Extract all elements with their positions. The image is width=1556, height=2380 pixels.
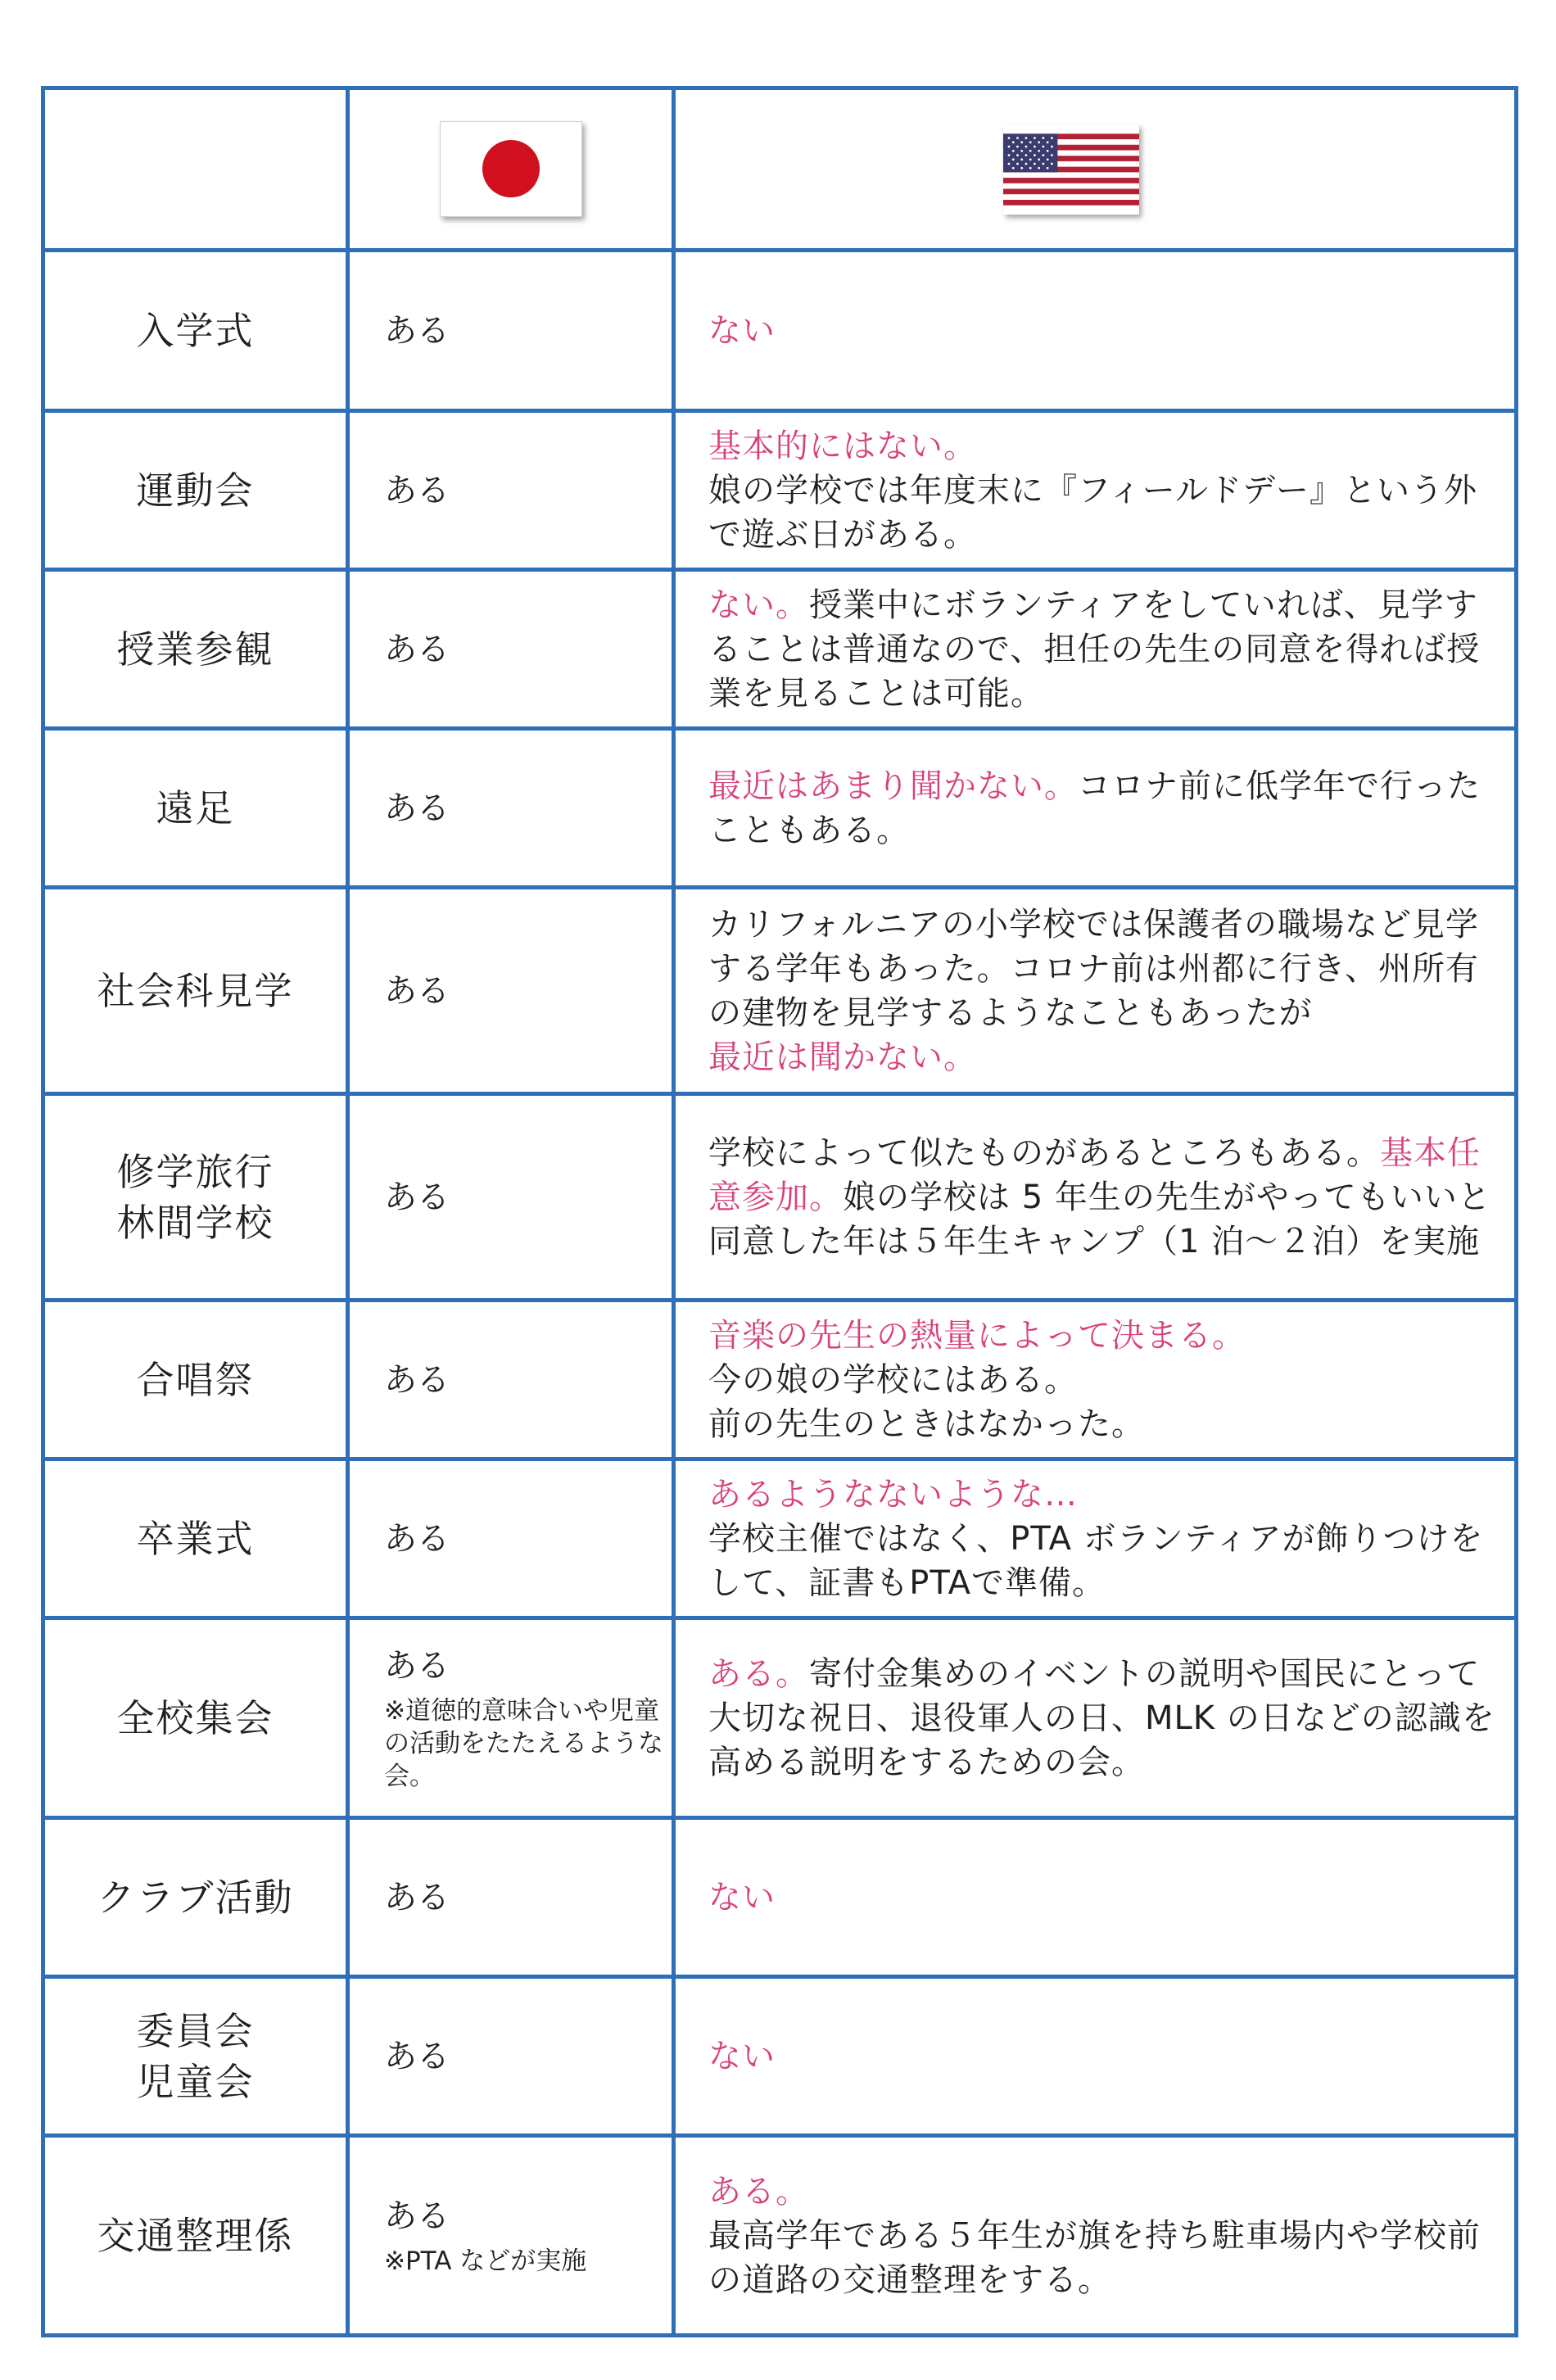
usa-text: コロナ前に低学年で行ったこともある。 [708, 767, 1481, 849]
event-name: 社会科見学 [43, 888, 348, 1094]
japan-header-cell [348, 88, 674, 251]
usa-cell [674, 1301, 1517, 1459]
usa-highlight: 基本任意参加。 [708, 1133, 1481, 1216]
usa-highlight: ある。 [708, 1654, 809, 1693]
table-row [43, 570, 1517, 729]
usa-text: 授業中にボランティアをしていれば、見学することは普通なので、担任の先生の同意を得れば授業を見ることは可能。 [708, 586, 1481, 713]
event-name: 交通整理係 [43, 2136, 348, 2336]
japan-value: ある [384, 2197, 450, 2235]
event-name: 運動会 [43, 411, 348, 570]
event-name: 全校集会 [43, 1618, 348, 1818]
japan-cell: ある [348, 1094, 674, 1301]
usa-cell [674, 1459, 1517, 1618]
table-row [43, 1618, 1517, 1818]
usa-text: 学校によって似たものがあるところもある。 [708, 1133, 1380, 1172]
usa-highlight: 基本的にはない。 [708, 427, 977, 465]
usa-text: 娘の学校では年度末に『フィールドデー』という外で遊ぶ日がある。 [708, 471, 1477, 554]
usa-cell [674, 729, 1517, 888]
japan-cell: ある [348, 411, 674, 570]
usa-highlight: ある。 [708, 2172, 809, 2210]
japan-cell: ある [348, 1301, 674, 1459]
table-row [43, 411, 1517, 570]
header-row [43, 88, 1517, 251]
event-name-line2: 児童会 [136, 2059, 255, 2104]
japan-cell: ある [348, 1459, 674, 1618]
japan-cell [348, 2136, 674, 2336]
table-row [43, 729, 1517, 888]
japan-cell: ある [348, 1977, 674, 2136]
usa-text: カリフォルニアの小学校では保護者の職場など見学する学年もあった。コロナ前は州都に行き、州所有の建物を見学するようなこともあったが [708, 905, 1479, 1032]
japan-note: ※道徳的意味合いや児童の活動をたたえるような会。 [384, 1695, 663, 1791]
table-row [43, 1977, 1517, 2136]
usa-cell [674, 251, 1517, 411]
usa-cell [674, 570, 1517, 729]
usa-text-2: 娘の学校は 5 年生の先生がやってもいいと同意した年は５年生キャンプ（1 泊〜２泊）を実施 [708, 1178, 1491, 1260]
event-name [43, 1977, 348, 2136]
japan-note: ※PTA などが実施 [384, 2246, 587, 2276]
usa-highlight: ない [708, 311, 776, 350]
event-name-line1: 委員会 [136, 2008, 255, 2053]
usa-cell [674, 1818, 1517, 1977]
usa-highlight: ない。 [708, 586, 809, 624]
usa-cell [674, 1094, 1517, 1301]
event-name: 遠足 [43, 729, 348, 888]
event-name: 入学式 [43, 251, 348, 411]
usa-highlight: ない [708, 1878, 776, 1916]
event-name: 合唱祭 [43, 1301, 348, 1459]
event-name: 卒業式 [43, 1459, 348, 1618]
table-row [43, 1301, 1517, 1459]
event-name-line2: 林間学校 [116, 1200, 274, 1245]
comparison-table [41, 86, 1518, 2337]
table-row [43, 1094, 1517, 1301]
usa-text: 寄付金集めのイベントの説明や国民にとって大切な祝日、退役軍人の日、MLK の日などの認識を高める説明をするための会。 [708, 1654, 1495, 1781]
usa-cell [674, 1618, 1517, 1818]
event-name: クラブ活動 [43, 1818, 348, 1977]
japan-cell: ある [348, 570, 674, 729]
japan-cell: ある [348, 888, 674, 1094]
usa-text-2: 前の先生のときはなかった。 [708, 1405, 1145, 1443]
usa-text: 最高学年である５年生が旗を持ち駐車場内や学校前の道路の交通整理をする。 [708, 2216, 1481, 2299]
event-name [43, 1094, 348, 1301]
usa-text: 学校主催ではなく、PTA ボランティアが飾りつけをして、証書もPTAで準備。 [708, 1519, 1484, 1602]
table-row [43, 251, 1517, 411]
usa-highlight: 最近はあまり聞かない。 [708, 767, 1078, 805]
table-row [43, 1459, 1517, 1618]
event-name-line1: 修学旅行 [116, 1149, 274, 1194]
usa-cell [674, 1977, 1517, 2136]
usa-flag-icon [1003, 124, 1139, 215]
usa-header-cell [674, 88, 1517, 251]
table-row [43, 888, 1517, 1094]
table-row [43, 2136, 1517, 2336]
usa-text: 今の娘の学校にはある。 [708, 1360, 1078, 1399]
header-empty-cell [43, 88, 348, 251]
japan-value: ある [384, 1646, 450, 1685]
usa-highlight: あるようなないような… [708, 1475, 1078, 1514]
japan-cell: ある [348, 729, 674, 888]
japan-cell: ある [348, 251, 674, 411]
usa-highlight: ない [708, 2037, 776, 2075]
usa-highlight: 音楽の先生の熱量によって決まる。 [708, 1316, 1246, 1355]
table-row [43, 1818, 1517, 1977]
japan-flag-icon [440, 121, 582, 217]
usa-cell [674, 411, 1517, 570]
event-name: 授業参観 [43, 570, 348, 729]
japan-cell [348, 1618, 674, 1818]
japan-cell: ある [348, 1818, 674, 1977]
usa-highlight: 最近は聞かない。 [708, 1038, 977, 1076]
usa-cell [674, 2136, 1517, 2336]
usa-cell [674, 888, 1517, 1094]
